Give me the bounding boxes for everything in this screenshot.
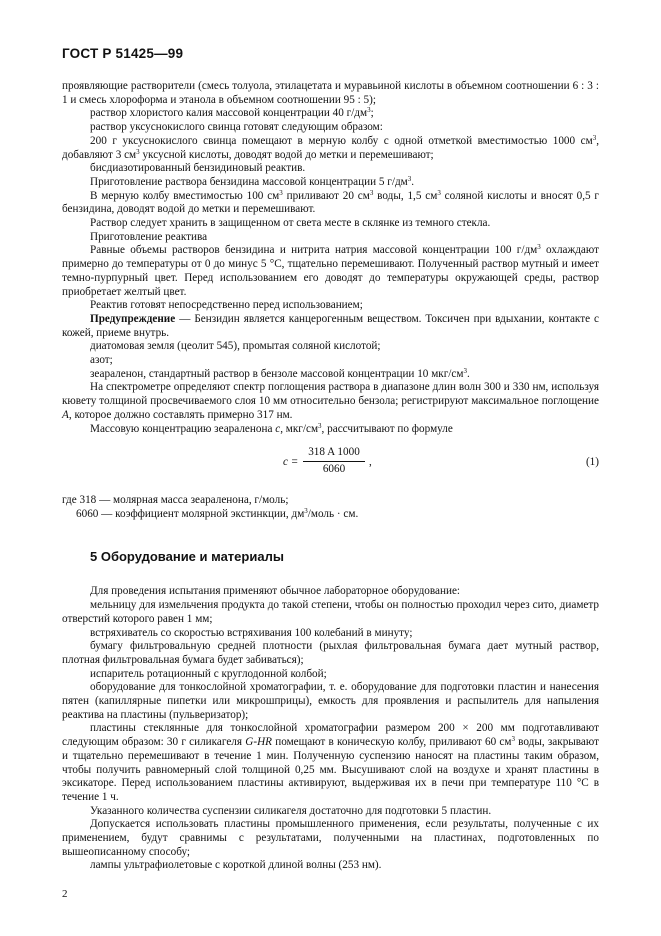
page-number: 2 — [62, 888, 68, 900]
paragraph: Приготовление раствора бензидина массовой концентрации 5 $г/дм^3$. — [90, 174, 415, 188]
formula-denominator: 6060 — [322, 462, 346, 475]
formula-lhs: c = — [283, 456, 299, 469]
paragraph: оборудование для тонкослойной хроматографии, т. е. оборудование для подготовки пластин и нанесения пятен (капиллярные пипетки или микрошприцы), емкость для проявления и распылитель для напыления реактива на пластины (пульверизатор); — [62, 681, 599, 721]
paragraph: Равные объемы растворов бензидина и нитрита натрия массовой концентрации 100 $г/дм^3$ охлаждают примерно до температуры от 0 до минус 5 °С, тщательно перемешивают. Полученный раствор мутный и имеет темно-пурпурный цвет. Перед использованием его доводят до температуры окружающей среды, раствор приобретает желтый цвет. — [62, 243, 599, 298]
paragraph: Указанного количества суспензии силикагеля достаточно для подготовки 5 пластин. — [90, 804, 492, 817]
paragraph: Массовую концентрацию зеараленона c, мкг/$см^3$, рассчитывают по формуле — [90, 421, 453, 435]
paragraph: встряхиватель со скоростью встряхивания 100 колебаний в минуту; — [90, 626, 413, 639]
paragraph: пластины стеклянные для тонкослойной хроматографии размером 200 × 200 мм подготавливают следующим образом: 30 г силикагеля G-HR помещают в коническую колбу, приливают 60 $см^3$ воды, закрывают и тщательно перемешивают в течение 1 мин. Полученную суспензию наносят на пластины таким образом, чтобы получить равномерный слой толщиной 0,25 мм. Высушивают слой на воздухе и хранят пластины в эксикаторе. Перед использованием пластины активируют, выдерживая их в печи при температуре 110 °С в течение 1 ч. — [62, 722, 600, 803]
paragraph: диатомовая земля (цеолит 545), промытая соляной кислотой; — [90, 340, 381, 353]
paragraph: проявляющие растворители (смесь толуола, этилацетата и муравьиной кислоты в объемном соотношении 6 : 3 : 1 и смесь хлороформа и этанола в объемном соотношении 95 : 5); — [62, 80, 599, 106]
paragraph: азот; — [90, 354, 113, 367]
warning-paragraph: Предупреждение — Бензидин является канцерогенным веществом. Токсичен при вдыхании, контакте с кожей, приеме внутрь. — [62, 312, 599, 339]
paragraph: В мерную колбу вместимостью 100 $см^3$ приливают 20 $см^3$ воды, 1,5 $см^3$ соляной кислоты и вносят 0,5 г бензидина, доводят водой до метки и перемешивают. — [62, 188, 600, 216]
document-body — [62, 80, 599, 873]
paragraph: раствор уксуснокислого свинца готовят следующим образом: — [90, 121, 383, 134]
formula-numerator: 318 A 1000 — [303, 446, 365, 462]
formula-legend-line: 6060 — коэффициент молярной экстинкции, $дм^3$/моль · см. — [76, 506, 359, 520]
paragraph: мельницу для измельчения продукта до такой степени, чтобы он полностью проходил через сито, диаметр отверстий которого равен 1 мм; — [62, 599, 599, 625]
paragraph: лампы ультрафиолетовые с короткой длиной волны (253 нм). — [90, 859, 382, 872]
warning-label: Предупреждение — [90, 312, 176, 325]
paragraph: раствор хлористого калия массовой концентрации 40 $г/дм^3$; — [90, 106, 374, 120]
paragraph: бисдиазотированный бензидиновый реактив. — [90, 162, 306, 175]
paragraph: Для проведения испытания применяют обычное лабораторное оборудование: — [90, 585, 461, 598]
standard-header: ГОСТ Р 51425—99 — [62, 46, 184, 61]
paragraph: Приготовление реактива — [90, 230, 208, 243]
paragraph: На спектрометре определяют спектр поглощения раствора в диапазоне длин волн 300 и 330 нм, используя кювету толщиной просвечиваемого слоя 10 мм относительно бензола; регистрируют максимальное поглощение A, которое должно составлять примерно 317 нм. — [62, 381, 599, 421]
formula-legend-line: где 318 — молярная масса зеараленона, г/моль; — [62, 494, 289, 507]
paragraph: Реактив готовят непосредственно перед использованием; — [90, 299, 363, 312]
formula-number: (1) — [585, 456, 599, 469]
paragraph: испаритель ротационный с круглодонной колбой; — [90, 667, 327, 680]
paragraph: 200 г уксуснокислого свинца помещают в мерную колбу с одной отметкой вместимостью 1000 $см^3$, добавляют 3 $см^3$ уксусной кислоты, доводят водой до метки и перемешивают; — [62, 133, 599, 161]
paragraph: Допускается использовать пластины промышленного применения, если результаты, полученные с их применением, будут сравнимы с результатами, полученными на пластинах, подготовленных по вышеописанному способу; — [62, 818, 599, 858]
formula-1: c = $\frac{318 A 1000}{6060}$ , (1) — [283, 446, 599, 475]
paragraph: бумагу фильтровальную средней плотности (рыхлая фильтровальная бумага дает мутный раствор, плотная фильтровальная бумага будет забиваться); — [62, 640, 599, 666]
section-heading: 5 Оборудование и материалы — [90, 548, 284, 564]
paragraph: Раствор следует хранить в защищенном от света месте в склянке из темного стекла. — [90, 217, 491, 230]
formula-fraction — [303, 446, 365, 476]
paragraph: зеараленон, стандартный раствор в бензоле массовой концентрации 10 мкг/$см^3$. — [90, 366, 470, 380]
